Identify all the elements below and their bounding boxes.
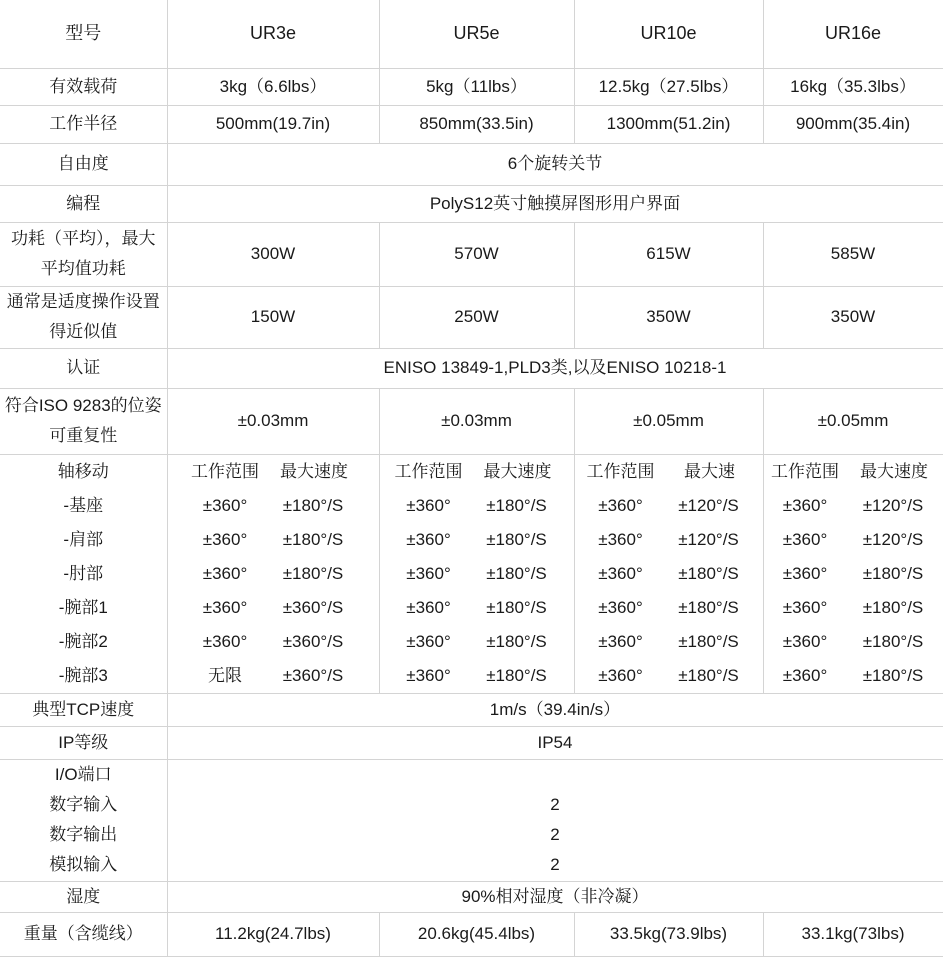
speed-value: ±120°/S: [862, 495, 924, 515]
repeatability-ur10e: ±0.05mm: [574, 388, 763, 454]
speed-header: 最大速度: [483, 461, 552, 481]
power-typical-label: 通常是适度操作设置得近似值: [0, 286, 167, 348]
range-value: ±360°: [782, 665, 828, 685]
axis-line: [172, 591, 375, 625]
axis-line: [384, 489, 570, 523]
axis-line: [384, 523, 570, 557]
axis-headers-ur3e: [172, 455, 375, 489]
speed-value: ±180°/S: [678, 597, 739, 617]
range-value: 无限: [208, 665, 242, 685]
range-value: ±360°: [598, 529, 643, 549]
axis-joint-wrist2: -腕部2: [58, 631, 108, 651]
payload-ur16e: 16kg（35.3lbs）: [763, 68, 943, 105]
speed-value: ±180°/S: [486, 495, 547, 515]
speed-value: ±120°/S: [678, 495, 739, 515]
ip-rating-value: IP54: [167, 726, 943, 759]
axis-line: [172, 625, 375, 659]
speed-value: ±180°/S: [486, 597, 547, 617]
repeatability-ur5e: ±0.03mm: [379, 388, 574, 454]
speed-value: ±120°/S: [862, 529, 924, 549]
power-typical-ur5e: 250W: [379, 286, 574, 348]
model-row-label: 型号: [0, 0, 167, 68]
speed-value: ±360°/S: [282, 597, 344, 617]
model-ur16e: UR16e: [763, 0, 943, 68]
axis-line: [172, 523, 375, 557]
speed-value: ±180°/S: [862, 597, 924, 617]
repeatability-label: 符合ISO 9283的位姿可重复性: [0, 388, 167, 454]
model-ur3e: UR3e: [167, 0, 379, 68]
speed-value: ±180°/S: [486, 665, 547, 685]
power-max-ur3e: 300W: [167, 222, 379, 286]
speed-value: ±120°/S: [678, 529, 739, 549]
model-ur5e: UR5e: [379, 0, 574, 68]
axis-joint-wrist3: -腕部3: [58, 665, 108, 685]
range-value: ±360°: [782, 597, 828, 617]
axis-joint-base: -基座: [63, 495, 104, 515]
range-value: ±360°: [782, 529, 828, 549]
reach-ur3e: 500mm(19.7in): [167, 105, 379, 143]
weight-label: 重量（含缆线）: [0, 912, 167, 956]
range-value: ±360°: [406, 529, 451, 549]
range-value: ±360°: [782, 631, 828, 651]
speed-value: ±360°/S: [282, 665, 344, 685]
speed-value: ±180°/S: [862, 563, 924, 583]
row-humidity: [0, 881, 943, 912]
axis-line: [384, 557, 570, 591]
axis-line: [579, 523, 759, 557]
axis-line: [768, 625, 939, 659]
range-value: ±360°: [598, 631, 643, 651]
payload-label: 有效载荷: [0, 68, 167, 105]
model-ur10e: UR10e: [574, 0, 763, 68]
axis-line: [579, 625, 759, 659]
speed-value: ±180°/S: [678, 631, 739, 651]
payload-ur5e: 5kg（11lbs）: [379, 68, 574, 105]
row-power-typical: [0, 286, 943, 348]
certification-label: 认证: [0, 348, 167, 388]
certification-value: ENISO 13849-1,PLD3类,以及ENISO 10218-1: [167, 348, 943, 388]
axis-values-ur3e: [167, 454, 379, 693]
axis-joint-wrist1: -腕部1: [58, 597, 108, 617]
axis-line: [768, 489, 939, 523]
range-value: ±360°: [782, 495, 828, 515]
weight-ur5e: 20.6kg(45.4lbs): [379, 912, 574, 956]
analog-input-value: 2: [550, 855, 560, 874]
digital-input-value: 2: [550, 795, 560, 814]
row-tcp-speed: [0, 693, 943, 726]
axis-section-label: 轴移动: [57, 461, 109, 481]
reach-ur16e: 900mm(35.4in): [763, 105, 943, 143]
axis-labels-cell: [0, 454, 167, 693]
axis-line: [768, 557, 939, 591]
programming-label: 编程: [0, 185, 167, 222]
range-value: ±360°: [202, 495, 248, 515]
speed-header: 最大速: [684, 461, 735, 481]
axis-line: [172, 659, 375, 693]
weight-ur16e: 33.1kg(73lbs): [763, 912, 943, 956]
reach-ur5e: 850mm(33.5in): [379, 105, 574, 143]
axis-joint-elbow: -肘部: [63, 563, 104, 583]
row-reach: [0, 105, 943, 143]
speed-value: ±180°/S: [678, 665, 739, 685]
axis-line: [768, 523, 939, 557]
speed-value: ±180°/S: [862, 665, 924, 685]
range-value: ±360°: [202, 529, 248, 549]
digital-output-value: 2: [550, 825, 560, 844]
row-power-max: [0, 222, 943, 286]
axis-headers-ur5e: [384, 455, 570, 489]
axis-line: [579, 659, 759, 693]
speed-value: ±180°/S: [486, 529, 547, 549]
row-ip-rating: [0, 726, 943, 759]
weight-ur3e: 11.2kg(24.7lbs): [167, 912, 379, 956]
range-value: ±360°: [406, 495, 451, 515]
io-ports-label: I/O端口: [54, 765, 112, 784]
power-max-label: 功耗（平均），最大平均值功耗: [0, 222, 167, 286]
range-value: ±360°: [598, 597, 643, 617]
repeatability-ur3e: ±0.03mm: [167, 388, 379, 454]
axis-headers-ur10e: [579, 455, 759, 489]
humidity-value: 90%相对湿度（非冷凝）: [167, 881, 943, 912]
io-labels-cell: [0, 759, 167, 881]
axis-joint-shoulder: -肩部: [63, 529, 104, 549]
range-value: ±360°: [202, 597, 248, 617]
range-value: ±360°: [406, 631, 451, 651]
speed-value: ±180°/S: [862, 631, 924, 651]
io-values-cell: [167, 759, 943, 881]
repeatability-ur16e: ±0.05mm: [763, 388, 943, 454]
speed-value: ±180°/S: [282, 529, 344, 549]
range-value: ±360°: [598, 495, 643, 515]
axis-values-ur16e: [763, 454, 943, 693]
axis-values-ur10e: [574, 454, 763, 693]
reach-ur10e: 1300mm(51.2in): [574, 105, 763, 143]
tcp-speed-value: 1m/s（39.4in/s）: [167, 693, 943, 726]
ip-rating-label: IP等级: [0, 726, 167, 759]
range-value: ±360°: [202, 631, 248, 651]
power-max-ur5e: 570W: [379, 222, 574, 286]
digital-output-label: 数字输出: [49, 825, 118, 844]
power-max-ur10e: 615W: [574, 222, 763, 286]
speed-value: ±360°/S: [282, 631, 344, 651]
row-axis-movement: [0, 454, 943, 693]
axis-line: [579, 489, 759, 523]
range-value: ±360°: [406, 597, 451, 617]
axis-line: [172, 489, 375, 523]
speed-header: 最大速度: [280, 461, 348, 481]
speed-header: 最大速度: [860, 461, 928, 481]
axis-line: [579, 591, 759, 625]
power-typical-ur3e: 150W: [167, 286, 379, 348]
digital-input-label: 数字输入: [49, 795, 118, 814]
axis-line: [384, 659, 570, 693]
range-value: ±360°: [202, 563, 248, 583]
axis-values-ur5e: [379, 454, 574, 693]
speed-value: ±180°/S: [486, 631, 547, 651]
io-ports-value: [172, 760, 939, 790]
speed-value: ±180°/S: [486, 563, 547, 583]
humidity-label: 湿度: [0, 881, 167, 912]
range-value: ±360°: [406, 665, 451, 685]
row-dof: [0, 143, 943, 185]
row-weight: [0, 912, 943, 956]
power-max-ur16e: 585W: [763, 222, 943, 286]
speed-value: ±180°/S: [282, 495, 344, 515]
axis-line: [768, 591, 939, 625]
tcp-speed-label: 典型TCP速度: [0, 693, 167, 726]
power-typical-ur16e: 350W: [763, 286, 943, 348]
row-model: [0, 0, 943, 68]
range-header: 工作范围: [586, 461, 655, 481]
axis-line: [172, 557, 375, 591]
range-header: 工作范围: [771, 461, 839, 481]
axis-line: [384, 591, 570, 625]
row-payload: [0, 68, 943, 105]
power-typical-ur10e: 350W: [574, 286, 763, 348]
payload-ur10e: 12.5kg（27.5lbs）: [574, 68, 763, 105]
weight-ur10e: 33.5kg(73.9lbs): [574, 912, 763, 956]
range-value: ±360°: [598, 665, 643, 685]
dof-value: 6个旋转关节: [167, 143, 943, 185]
reach-label: 工作半径: [0, 105, 167, 143]
row-certification: [0, 348, 943, 388]
axis-headers-ur16e: [768, 455, 939, 489]
range-value: ±360°: [406, 563, 451, 583]
analog-input-label: 模拟输入: [49, 855, 118, 874]
range-value: ±360°: [782, 563, 828, 583]
row-programming: [0, 185, 943, 222]
range-header: 工作范围: [191, 461, 259, 481]
programming-value: PolyS12英寸触摸屏图形用户界面: [167, 185, 943, 222]
range-value: ±360°: [598, 563, 643, 583]
axis-line: [579, 557, 759, 591]
speed-value: ±180°/S: [282, 563, 344, 583]
dof-label: 自由度: [0, 143, 167, 185]
payload-ur3e: 3kg（6.6lbs）: [167, 68, 379, 105]
speed-value: ±180°/S: [678, 563, 739, 583]
range-header: 工作范围: [394, 461, 463, 481]
axis-line: [768, 659, 939, 693]
row-io-ports: [0, 759, 943, 881]
row-repeatability: [0, 388, 943, 454]
axis-line: [384, 625, 570, 659]
